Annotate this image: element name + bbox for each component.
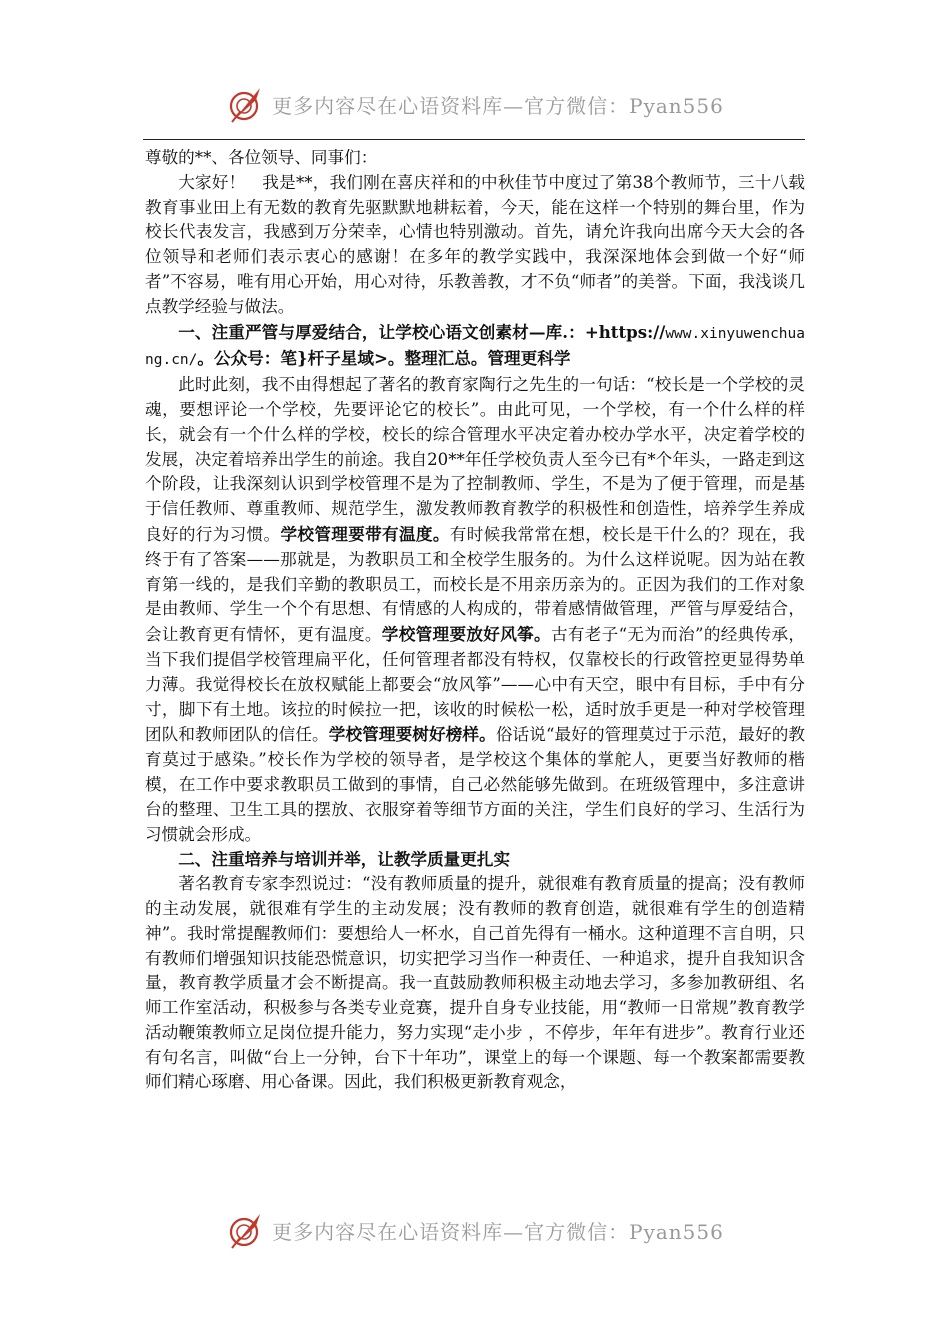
header-banner xyxy=(0,82,950,126)
section-heading-1 xyxy=(145,320,805,374)
p2-text-3: 古有老子“无为而治”的经典传承，当下我们提倡学校管理扁平化，任何管理者都没有特权，仅靠校长的行政管控更显得势单力薄。我觉得校长在放权赋能上都要会“放风筝”——心中有天空，眼中有目标，手中有分寸，脚下有土地。该拉的时候拉一把，该收的时候松一松，适时放手更是一种对学校管理团队和教师团队的信任。 xyxy=(145,625,806,745)
heading-1-text: 一、注重严管与厚爱结合，让学校心语文创素材—库.：+https:// xyxy=(178,321,666,342)
heading-1-url: www.xinyuwenchuang.cn/ xyxy=(145,325,805,369)
p2-bold-2: 学校管理要放好风筝。 xyxy=(381,624,551,645)
heading-1-rest: 。公众号：笔}杆子星域>。整理汇总。管理更科学 xyxy=(197,348,571,369)
greeting-line: 尊敬的**、各位领导、同事们： xyxy=(145,148,378,167)
intro-paragraph: 大家好！ 我是**，我们刚在喜庆祥和的中秋佳节中度过了第38个教师节，三十八载教育事业田上有无数的教育先驱默默地耕耘着，今天，能在这样一个特别的舞台里，作为校长代表发言，我感到万分荣幸，心情也特别激动。首先，请允许我向出席今天大会的各位领导和老师们表示衷心的感谢！在多年的教学实践中，我深深地体会到做一个好“师者”不容易，唯有用心开始，用心对待，乐教善教，才不负“师者”的美誉。下面，我浅谈几点教学经验与做法。 xyxy=(145,172,805,316)
p2-text-2: 有时候我常常在想，校长是干什么的？现在，我终于有了答案——那就是，为教职员工和全校学生服务的。为什么这样说呢。因为站在教育第一线的，是我们辛勤的教职员工，而校长是不用亲历亲为的。正因为我们的工作对象是由教师、学生一个个有思想、有情感的人构成的，带着感情做管理，严管与厚爱结合，会让教育更有情怀，更有温度。 xyxy=(145,524,806,645)
section-heading-2: 二、注重培养与培训并举，让教学质量更扎实 xyxy=(178,849,511,870)
header-rule xyxy=(143,139,805,140)
document-body xyxy=(145,146,805,1095)
footer-banner xyxy=(0,1208,950,1252)
section-2-paragraph: 著名教育专家李烈说过：“没有教师质量的提升，就很难有教育质量的提高；没有教师的主动发展，就很难有学生的主动发展；没有教师的教育创造，就很难有学生的创造精神”。我时常提醒教师们：要想给人一杯水，自己首先得有一桶水。这种道理不言自明，只有教师们增强知识技能恐慌意识，切实把学习当作一种责任、一种追求，提升自我知识含量，教育教学质量才会不断提高。我一直鼓励教师积极主动地去学习，多参加教研组、名师工作室活动，积极参与各类专业竞赛，提升自身专业技能，用“教师一日常规”教育教学活动鞭策教师立足岗位提升能力，努力实现“走小步 ，不停步，年年有进步”。教育行业还有句名言，叫做“台上一分钟，台下十年功”，课堂上的每一个课题、每一个教案都需要教师们精心琢磨、用心备课。因此，我们积极更新教育观念， xyxy=(145,874,805,1092)
p2-text-1: 此时此刻，我不由得想起了著名的教育家陶行之先生的一句话：“校长是一个学校的灵魂，要想评论一个学校，先要评论它的校长”。由此可见，一个学校，有一个什么样的样长，就会有一个什么样的学校，校长的综合管理水平决定着办校办学水平，决定着学校的发展，决定着培养出学生的前途。我自20**年任学校负责人至今已有*个年头，一路走到这个阶段，让我深刻认识到学校管理不是为了控制教师、学生，不是为了便于管理，而是基于信任教师、尊重教师、规范学生，激发教师教育教学的积极性和创造性，培养学生养成良好的行为习惯。 xyxy=(145,375,805,544)
quill-seal-icon xyxy=(226,1210,266,1250)
banner-text: 更多内容尽在心语资料库—官方微信：Pyan556 xyxy=(272,93,724,118)
p2-bold-1: 学校管理要带有温度。 xyxy=(280,523,450,544)
p2-bold-3: 学校管理要树好榜样。 xyxy=(328,724,496,745)
p2-text-4: 俗话说“最好的管理莫过于示范，最好的教育莫过于感染。”校长作为学校的领导者，是学校这个集体的掌舵人，更要当好教师的楷模，在工作中要求教职员工做到的事情，自己必然能够先做到。在班级管理中，多注意讲台的整理、卫生工具的摆放、衣服穿着等细节方面的关注，学生们良好的学习、生活行为习惯就会形成。 xyxy=(145,725,806,844)
quill-seal-icon xyxy=(226,84,266,124)
banner-text: 更多内容尽在心语资料库—官方微信：Pyan556 xyxy=(272,1219,724,1244)
section-1-paragraph xyxy=(145,373,805,847)
